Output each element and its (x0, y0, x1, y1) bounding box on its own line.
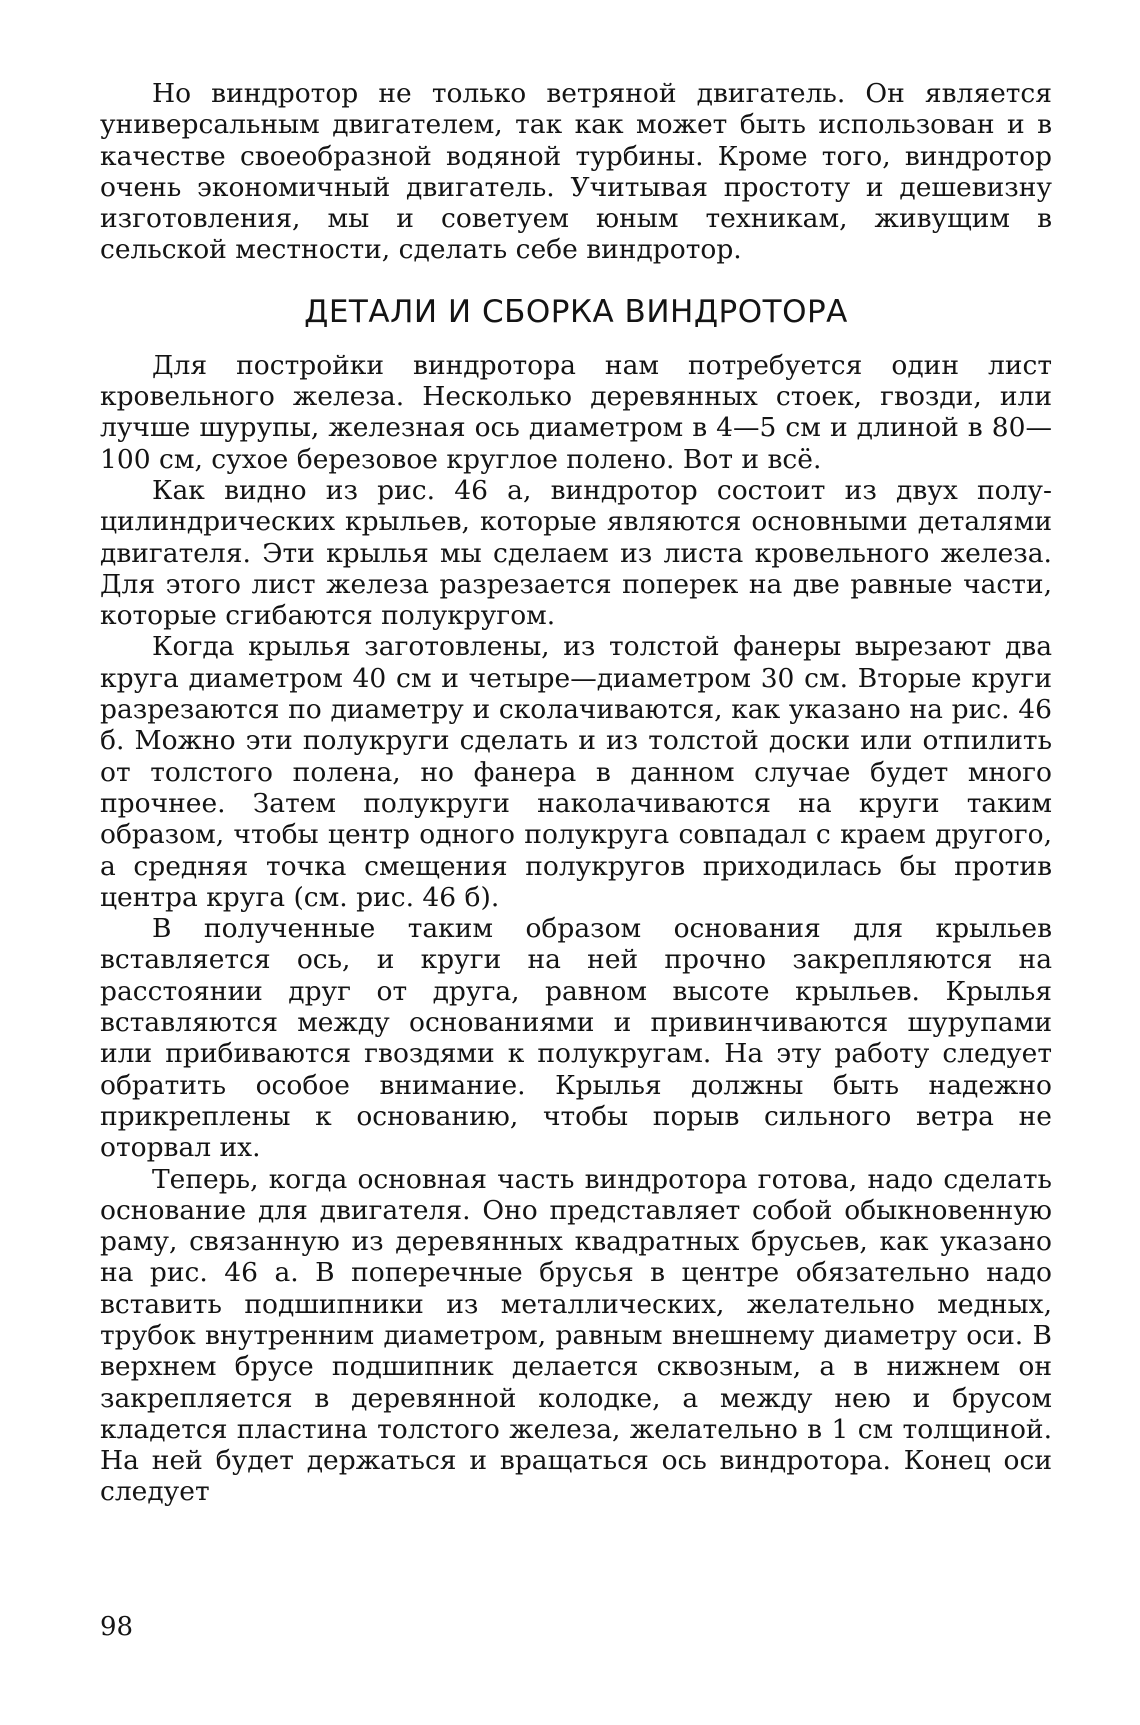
paragraph-wings: Как видно из рис. 46 а, виндротор состоит из двух полуцилиндрических крыльев, которые являются основными деталями двигателя. Эти крылья мы сделаем из листа кровельного железа. Для этого лист железа разрезается поперек на две равные части, которые сгибаются полукругом. (100, 474, 1052, 632)
section-heading: ДЕТАЛИ И СБОРКА ВИНДРОТОРА (304, 293, 848, 330)
paragraph-axis: В полученные таким образом основания для крыльев вставляется ось, и круги на ней прочно закрепляются на расстоянии друг от друга, равном высоте крыльев. Крылья вставляются между основаниями и привинчиваются шурупами или прибиваются гвоздями к полукругам. На эту работу следует обратить особое внимание. Крылья должны быть надежно прикреплены к основанию, чтобы порыв сильного ветра не оторвал их. (100, 913, 1052, 1164)
page-number: 98 (100, 1612, 134, 1642)
paragraph-materials: Для постройки виндротора нам потребуется один лист кровельного железа. Несколько деревянных стоек, гвозди, или лучше шурупы, железная ось диаметром в 4—5 см и длиной в 80—100 см, сухое березовое круглое полено. Вот и всё. (100, 349, 1052, 475)
paragraph-circles: Когда крылья заготовлены, из толстой фанеры вырезают два круга диаметром 40 см и четыре—диаметром 30 см. Вторые круги разрезаются по диаметру и сколачиваются, как указано на рис. 46 б. Можно эти полукруги сделать и из толстой доски или отпилить от толстого полена, но фанера в данном случае будет много прочнее. Затем полукруги наколачиваются на круги таким образом, чтобы центр одного полукруга совпадал с краем другого, а средняя точка смещения полукругов приходилась бы против центра круга (см. рис. 46 б). (100, 631, 1052, 913)
page-text-block (100, 78, 1052, 1508)
paragraph-frame: Теперь, когда основная часть виндротора готова, надо сделать основание для двигателя. Оно представляет собой обыкновенную раму, связанную из деревянных квадратных брусьев, как указано на рис. 46 а. В поперечные брусья в центре обязательно надо вставить подшипники из металлических, желательно медных, трубок внутренним диаметром, равным внешнему диаметру оси. В верхнем брусе подшипник делается сквозным, а в нижнем он закрепляется в деревянной колодке, а между нею и брусом кладется пластина толстого железа, желательно в 1 см толщиной. На ней будет держаться и вращаться ось виндротора. Конец оси следует (100, 1163, 1052, 1508)
intro-paragraph: Но виндротор не только ветряной двигатель. Он является универсальным двигателем, так как может быть использован и в качестве своеобразной водяной турбины. Кроме того, виндротор очень экономичный двигатель. Учитывая простоту и дешевизну изготовления, мы и советуем юным техникам, живущим в сельской местности, сделать себе виндротор. (100, 78, 1052, 266)
